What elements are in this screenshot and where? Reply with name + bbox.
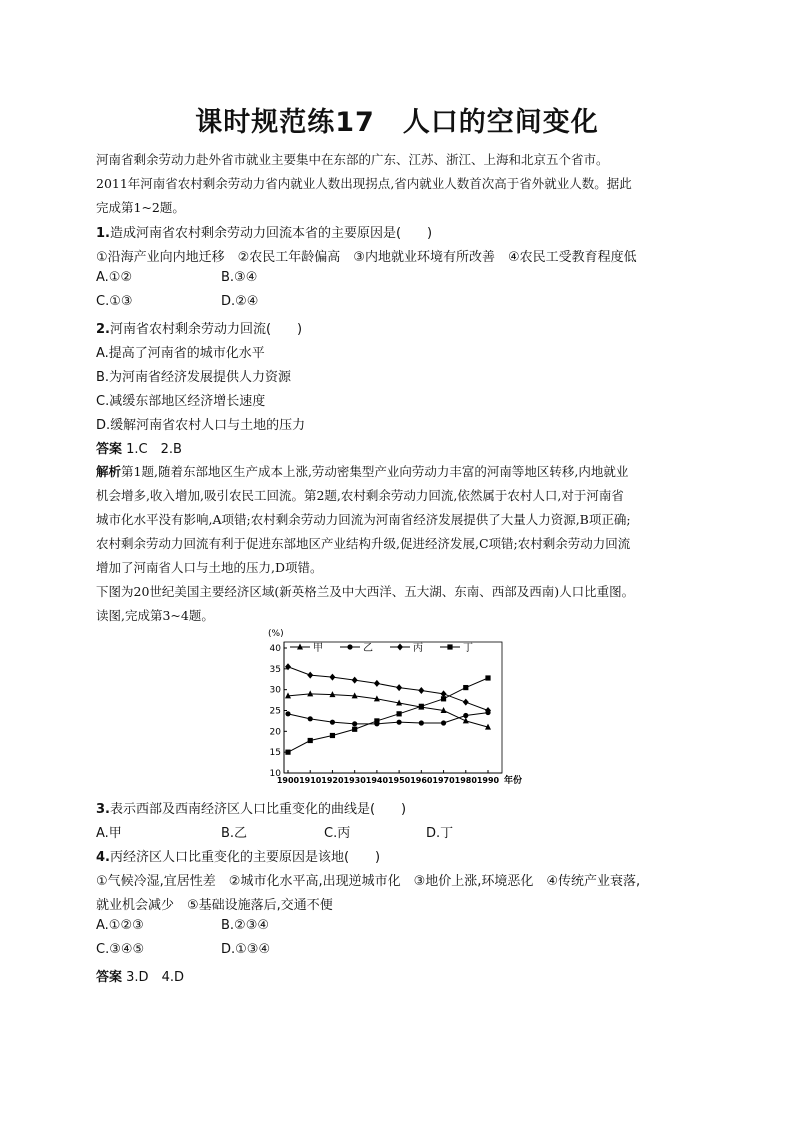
q4-option-a[interactable]: A.①②③ <box>96 918 144 933</box>
data-point <box>352 727 357 732</box>
analysis-line: 增加了河南省人口与土地的压力,D项错。 <box>96 560 323 575</box>
data-point <box>441 696 446 701</box>
data-point <box>441 720 446 725</box>
q1-option-d[interactable]: D.②④ <box>221 294 259 309</box>
data-point <box>307 672 313 679</box>
y-tick-label: 35 <box>269 664 281 675</box>
data-point <box>330 733 335 738</box>
data-point <box>463 685 468 690</box>
legend-marker <box>447 644 452 649</box>
question-1 <box>96 222 432 241</box>
q4-option-c[interactable]: C.③④⑤ <box>96 942 145 957</box>
intro-text: 读图,完成第3~4题。 <box>96 608 214 623</box>
page-title: 课时规范练17 人口的空间变化 <box>195 107 599 138</box>
x-tick-label: 1990 <box>476 776 500 785</box>
answer-1 <box>96 438 182 457</box>
question-number: 4. <box>96 850 110 865</box>
legend-marker <box>347 644 352 649</box>
data-point <box>396 684 402 691</box>
q2-option-a[interactable]: A.提高了河南省的城市化水平 <box>96 346 265 361</box>
data-point <box>307 690 313 696</box>
series-line <box>288 713 488 724</box>
q2-option-b[interactable]: B.为河南省经济发展提供人力资源 <box>96 370 292 385</box>
q3-option-d[interactable]: D.丁 <box>426 826 454 841</box>
q4-items: 就业机会减少 ⑤基础设施落后,交通不便 <box>96 898 333 913</box>
answer-label: 答案 <box>96 442 123 457</box>
data-point <box>308 738 313 743</box>
question-4 <box>96 846 380 865</box>
q3-option-b[interactable]: B.乙 <box>221 826 248 841</box>
question-number: 1. <box>96 226 110 241</box>
intro-text: 下图为20世纪美国主要经济区域(新英格兰及中大西洋、五大湖、东南、西部及西南)人口比重图。 <box>96 584 635 599</box>
data-point <box>329 674 335 681</box>
q2-option-c[interactable]: C.减缓东部地区经济增长速度 <box>96 394 266 409</box>
series-line <box>288 678 488 752</box>
data-point <box>419 720 424 725</box>
data-point <box>285 711 290 716</box>
question-3 <box>96 798 406 817</box>
data-point <box>308 716 313 721</box>
legend-label: 丁 <box>463 643 473 654</box>
q4-option-d[interactable]: D.①③④ <box>221 942 271 957</box>
analysis-line: 城市化水平没有影响,A项错;农村剩余劳动力回流为河南省经济发展提供了大量人力资源,B项正确; <box>96 512 631 527</box>
answer-label: 答案 <box>96 970 123 985</box>
plot-frame <box>284 642 502 773</box>
intro-text: 河南省剩余劳动力赴外省市就业主要集中在东部的广东、江苏、浙江、上海和北京五个省市。 <box>96 152 609 167</box>
data-point <box>374 680 380 687</box>
q3-option-c[interactable]: C.丙 <box>324 826 351 841</box>
intro-text: 2011年河南省农村剩余劳动力省内就业人数出现拐点,省内就业人数首次高于省外就业人数。据此 <box>96 176 632 191</box>
data-point <box>352 721 357 726</box>
legend-label: 丙 <box>413 643 423 654</box>
q1-option-c[interactable]: C.①③ <box>96 294 133 309</box>
x-tick-label: 1970 <box>432 776 455 785</box>
data-point <box>419 704 424 709</box>
question-stem: 表示西部及西南经济区人口比重变化的曲线是( ) <box>109 802 407 817</box>
q1-items: ①沿海产业向内地迁移 ②农民工年龄偏高 ③内地就业环境有所改善 ④农民工受教育程度低 <box>96 250 637 265</box>
population-share-chart <box>248 624 523 788</box>
y-tick-label: 20 <box>269 727 281 738</box>
y-tick-label: 30 <box>269 685 281 696</box>
x-tick-label: 1950 <box>387 776 411 785</box>
data-point <box>397 720 402 725</box>
legend-label: 甲 <box>313 643 323 654</box>
q3-option-a[interactable]: A.甲 <box>96 826 122 841</box>
question-stem: 造成河南省农村剩余劳动力回流本省的主要原因是( ) <box>109 226 433 241</box>
q1-option-b[interactable]: B.③④ <box>221 270 258 285</box>
y-axis-label: (%) <box>268 629 284 639</box>
data-point <box>374 718 379 723</box>
data-point <box>352 677 358 684</box>
question-number: 2. <box>96 322 110 337</box>
question-number: 3. <box>96 802 110 817</box>
x-tick-label: 1930 <box>343 776 366 785</box>
question-2 <box>96 318 302 337</box>
data-point <box>330 720 335 725</box>
series-line <box>288 667 488 711</box>
data-point <box>285 750 290 755</box>
y-tick-label: 40 <box>269 644 281 654</box>
x-tick-label: 1960 <box>410 776 433 785</box>
y-tick-label: 10 <box>269 769 281 779</box>
y-tick-label: 25 <box>269 706 281 717</box>
question-stem: 丙经济区人口比重变化的主要原因是该地( ) <box>109 850 381 865</box>
q4-option-b[interactable]: B.②③④ <box>221 918 270 933</box>
answer-2 <box>96 966 184 985</box>
data-point <box>463 699 469 706</box>
x-tick-label: 1940 <box>365 776 389 785</box>
legend-label: 乙 <box>363 643 373 654</box>
analysis-line: 机会增多,收入增加,吸引农民工回流。第2题,农村剩余劳动力回流,依然属于农村人口,对于河南省 <box>96 488 624 503</box>
data-point <box>463 713 468 718</box>
analysis-label: 解析 <box>96 464 122 479</box>
q4-items: ①气候冷湿,宜居性差 ②城市化水平高,出现逆城市化 ③地价上涨,环境恶化 ④传统产业衰落, <box>96 874 641 889</box>
x-axis-label: 年份 <box>504 776 523 786</box>
q2-option-d[interactable]: D.缓解河南省农村人口与土地的压力 <box>96 418 306 433</box>
q1-option-a[interactable]: A.①② <box>96 270 133 285</box>
answer-text: 1.C 2.B <box>126 442 182 457</box>
data-point <box>397 711 402 716</box>
data-point <box>485 675 490 680</box>
legend-marker <box>397 644 403 651</box>
x-tick-label: 1910 <box>299 776 322 785</box>
analysis-line: 农村剩余劳动力回流有利于促进东部地区产业结构升级,促进经济发展,C项错;农村剩余劳动力回流 <box>96 536 631 551</box>
question-stem: 河南省农村剩余劳动力回流( ) <box>109 322 303 337</box>
analysis-line: 解析第1题,随着东部地区生产成本上涨,劳动密集型产业向劳动力丰富的河南等地区转移,内地就业 <box>96 464 629 479</box>
x-tick-label: 1920 <box>321 776 344 785</box>
y-tick-label: 15 <box>269 748 281 759</box>
x-tick-label: 1900 <box>276 776 300 785</box>
x-tick-label: 1980 <box>454 776 477 785</box>
data-point <box>418 687 424 694</box>
intro-text: 完成第1~2题。 <box>96 200 185 215</box>
answer-text: 3.D 4.D <box>126 970 184 985</box>
